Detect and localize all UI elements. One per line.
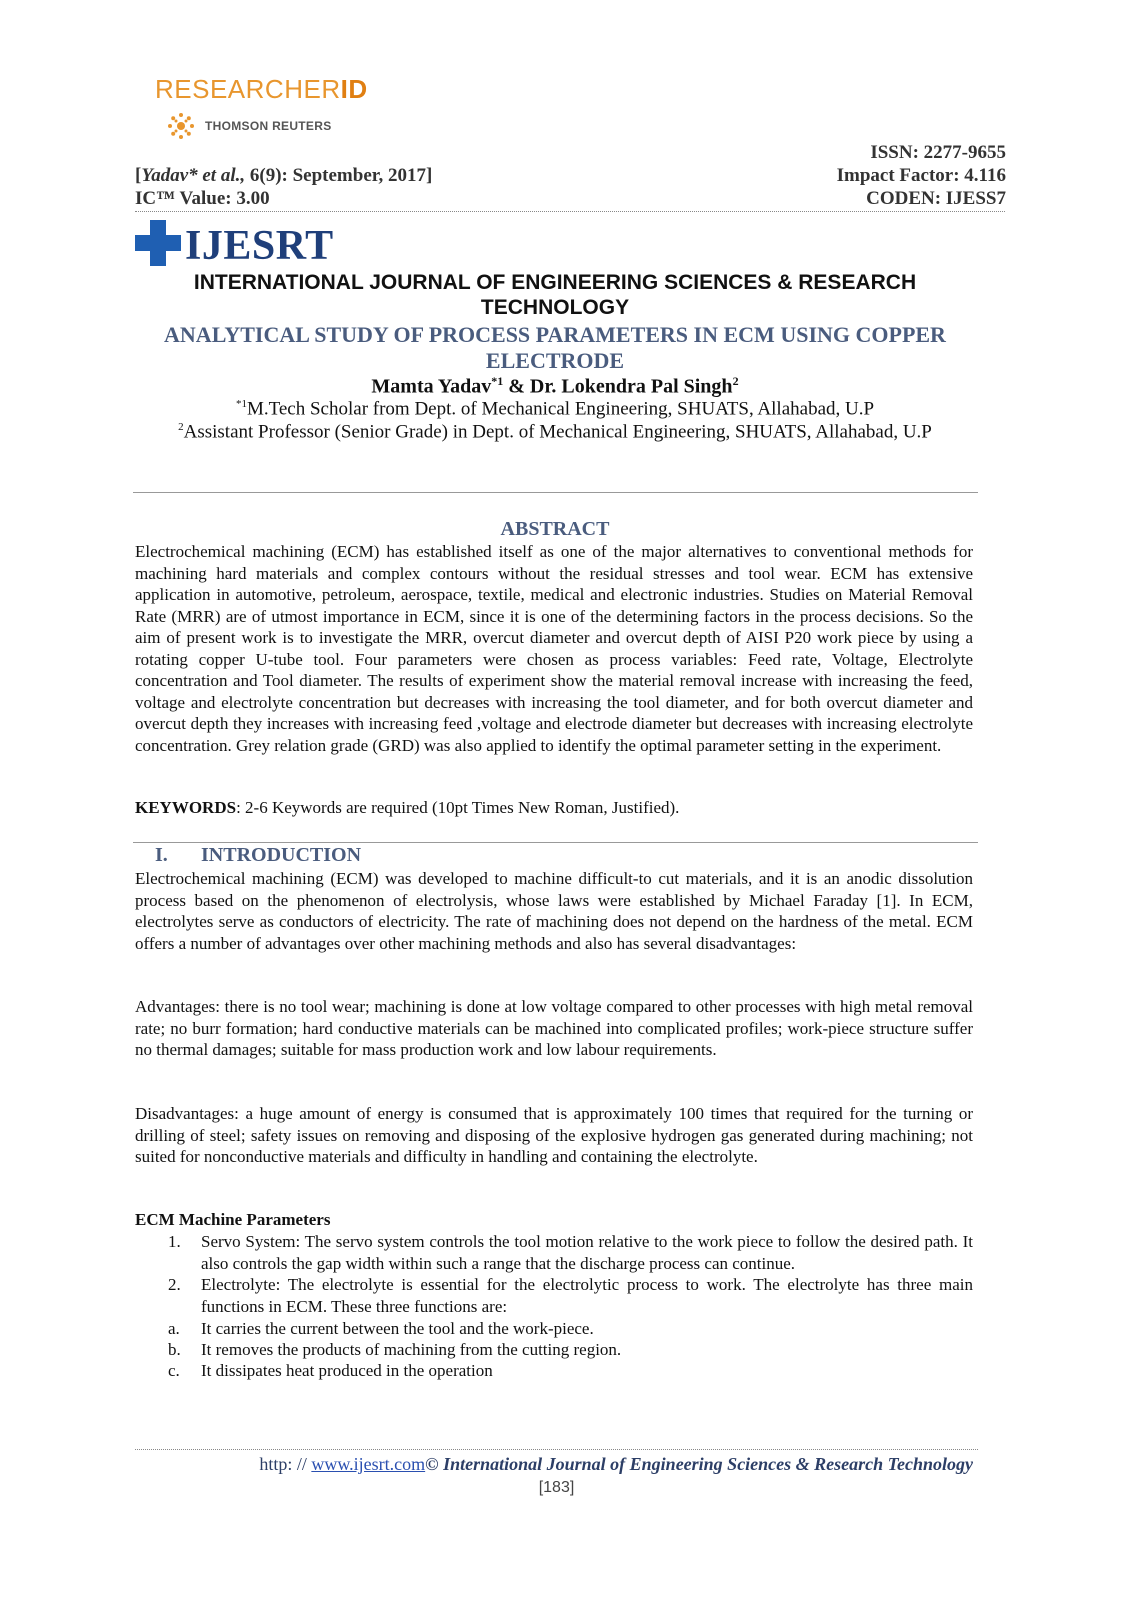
- logo-text-researcher: RESEARCHER: [155, 74, 341, 104]
- page-number: [183]: [538, 1479, 575, 1496]
- authors: [135, 374, 975, 399]
- author-1-marker: *1: [491, 374, 504, 388]
- list-item: [135, 1274, 973, 1317]
- ecm-parameters-heading: ECM Machine Parameters: [135, 1210, 331, 1229]
- journal-meta-block: [837, 141, 1006, 210]
- list-item-text: Electrolyte: The electrolyte is essential for the electrolytic process to work. The electrolyte has three main functions in ECM. These three functions are:: [201, 1275, 973, 1316]
- list-item-text: It removes the products of machining from the cutting region.: [201, 1340, 622, 1359]
- citation-author: Yadav* et al.,: [141, 165, 246, 186]
- introduction-paragraph-1: Electrochemical machining (ECM) was developed to machine difficult-to cut materials, and it is an anodic dissolution process based on the phenomenon of electrolysis, whose laws were established by Michael Faraday [1]. In ECM, electrolytes serve as conductors of electricity. The rate of machining does not depend on the hardness of the metal. ECM offers a number of advantages over other machining methods and also has several disadvantages:: [135, 869, 973, 953]
- keywords: [135, 797, 973, 819]
- list-item-text: It carries the current between the tool and the work-piece.: [201, 1319, 594, 1338]
- journal-name: INTERNATIONAL JOURNAL OF ENGINEERING SCIENCES & RESEARCH TECHNOLOGY: [193, 271, 917, 319]
- impact-factor: Impact Factor: 4.116: [836, 165, 1006, 186]
- ic-value: IC™ Value: 3.00: [135, 188, 270, 209]
- list-marker: 2.: [168, 1275, 181, 1294]
- footer-journal-name: © International Journal of Engineering Sciences & Research Technology: [425, 1454, 973, 1474]
- keywords-text: : 2-6 Keywords are required (10pt Times New Roman, Justified).: [236, 798, 680, 817]
- affiliation-2: [135, 421, 975, 443]
- abstract-top-divider: [133, 492, 978, 493]
- thomson-reuters-text: THOMSON REUTERS: [205, 119, 332, 133]
- footer-prefix: http: //: [259, 1454, 312, 1474]
- author-separator: &: [503, 375, 530, 398]
- citation-line: [Yadav* et al., 6(9): September, 2017]: [135, 165, 433, 186]
- list-marker: a.: [168, 1319, 180, 1338]
- author-1: Mamta Yadav: [371, 375, 492, 398]
- author-2-marker: 2: [732, 374, 739, 388]
- author-2: Dr. Lokendra Pal Singh: [529, 375, 733, 398]
- plus-icon: [135, 220, 181, 266]
- affiliation-2-marker: 2: [178, 421, 184, 433]
- citation-block: [135, 164, 432, 210]
- list-item-text: It dissipates heat produced in the operation: [201, 1361, 493, 1380]
- affiliation-2-text: Assistant Professor (Senior Grade) in Dept. of Mechanical Engineering, SHUATS, Allahabad, U.P: [183, 421, 932, 443]
- section-title: INTRODUCTION: [201, 844, 362, 866]
- abstract-text: Electrochemical machining (ECM) has established itself as one of the major alternatives to conventional methods for machining hard materials and complex contours without the residual stresses and tool wear. ECM has extensive application in automotive, petroleum, aerospace, textile, medical and electronic industries. Studies on Material Removal Rate (MRR) are of utmost importance in ECM, since it is one of the determining factors in the process decisions. So the aim of present work is to investigate the MRR, overcut diameter and overcut depth of AISI P20 work piece by using a rotating copper U-tube tool. Four parameters were chosen as process variables: Feed rate, Voltage, Electrolyte concentration and Tool diameter. The results of experiment show the material removal increase with increasing the feed, voltage and electrolyte concentration but decreases with increasing the tool diameter, and for both overcut diameter and overcut depth they increases with increasing feed ,voltage and electrode diameter but decreases with increasing electrolyte concentration. Grey relation grade (GRD) was also applied to identify the optimal parameter setting in the experiment.: [135, 542, 973, 755]
- introduction-heading: [155, 844, 361, 867]
- issn: ISSN: 2277-9655: [870, 142, 1006, 163]
- header-divider: [135, 211, 1005, 212]
- paper-title: ANALYTICAL STUDY OF PROCESS PARAMETERS IN ECM USING COPPER ELECTRODE: [164, 322, 946, 373]
- affiliation-1-marker: *1: [235, 398, 247, 410]
- sub-list-item: [135, 1318, 973, 1340]
- coden: CODEN: IJESS7: [866, 188, 1006, 209]
- list-marker: c.: [168, 1361, 180, 1380]
- list-marker: 1.: [168, 1232, 181, 1251]
- thomson-reuters-globe-icon: [165, 110, 197, 142]
- advantages-paragraph: Advantages: there is no tool wear; machining is done at low voltage compared to other processes with high metal removal rate; no burr formation; hard conductive materials can be machined into complicated profiles; work-piece structure suffer no thermal damages; suitable for mass production work and low labour requirements.: [135, 997, 973, 1059]
- list-item-text: Servo System: The servo system controls the tool motion relative to the work piece to follow the desired path. It also controls the gap width within such a range that the discharge process can continue.: [201, 1232, 973, 1273]
- ijesrt-brand: [135, 218, 334, 270]
- abstract-heading: ABSTRACT: [500, 518, 610, 540]
- affiliation-1-text: M.Tech Scholar from Dept. of Mechanical Engineering, SHUATS, Allahabad, U.P: [246, 398, 875, 420]
- footer: [135, 1454, 973, 1475]
- footer-divider: [135, 1449, 978, 1450]
- sub-list-item: [135, 1360, 973, 1382]
- keywords-label: KEYWORDS: [135, 798, 237, 817]
- researcherid-logo: [155, 74, 368, 105]
- journal-website-link[interactable]: www.ijesrt.com: [311, 1454, 426, 1474]
- citation-issue: 6(9): September, 2017]: [245, 165, 433, 186]
- sub-list-item: [135, 1339, 973, 1361]
- list-marker: b.: [168, 1340, 181, 1359]
- brand-name: IJESRT: [185, 223, 334, 269]
- logo-text-id: ID: [340, 74, 368, 104]
- disadvantages-paragraph: Disadvantages: a huge amount of energy is consumed that is approximately 100 times that required for the turning or drilling of steel; safety issues on removing and disposing of the explosive hydrogen gas generated during machining; not suited for nonconductive materials and difficulty in handling and containing the electrolyte.: [135, 1104, 973, 1166]
- introduction-divider: [133, 842, 978, 843]
- section-number: I.: [155, 844, 168, 866]
- affiliation-1: [135, 398, 975, 420]
- list-item: [135, 1231, 973, 1274]
- thomson-reuters-logo: [165, 110, 332, 142]
